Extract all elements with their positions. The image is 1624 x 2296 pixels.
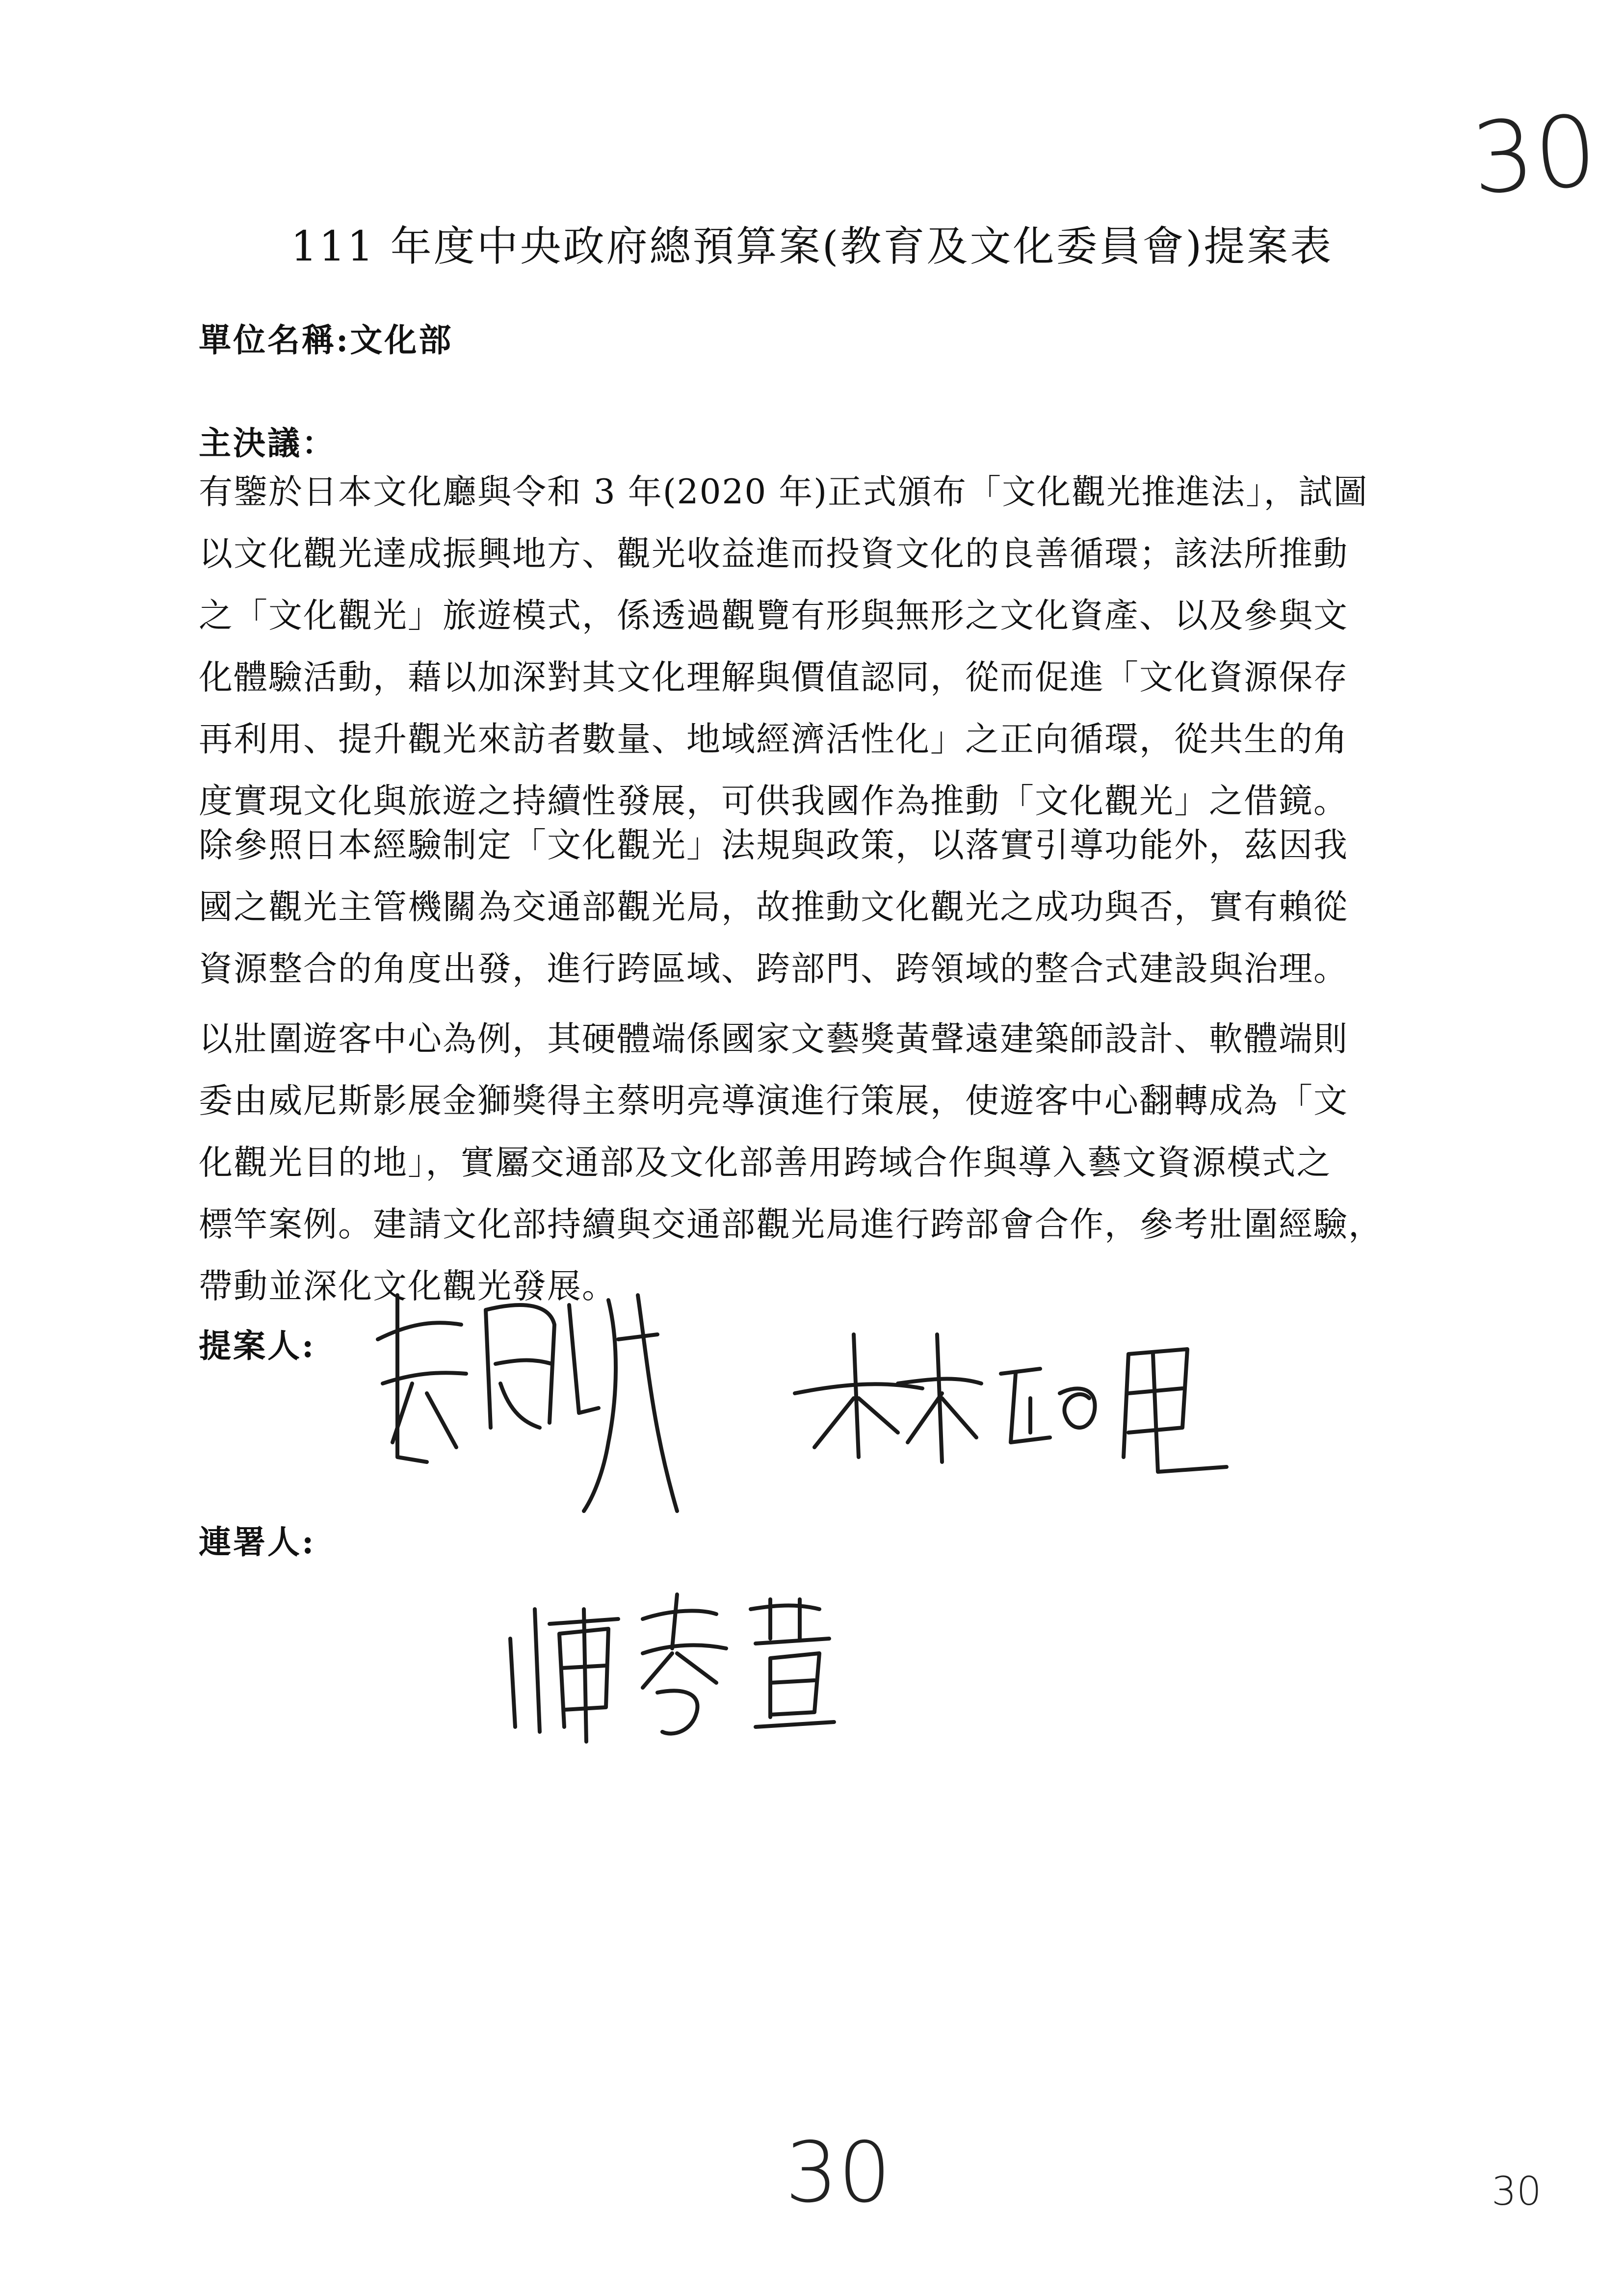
- paragraph-line: 以文化觀光達成振興地方、觀光收益進而投資文化的良善循環；該法所推動: [199, 534, 1348, 574]
- signature-proposer-2: [785, 1315, 1256, 1491]
- paragraph-2: [199, 814, 1494, 1000]
- paragraph-line: 度實現文化與旅遊之持續性發展，可供我國作為推動「文化觀光」之借鏡。: [199, 782, 1348, 821]
- cosigner-label: 連署人:: [199, 1523, 316, 1561]
- signature-cosigner: [496, 1580, 859, 1747]
- paragraph-line: 除參照日本經驗制定「文化觀光」法規與政策，以落實引導功能外，茲因我: [199, 826, 1348, 865]
- proposer-label: 提案人:: [199, 1327, 316, 1365]
- signature-proposer-1: [363, 1266, 716, 1540]
- unit-name: [199, 314, 453, 361]
- paragraph-line: 再利用、提升觀光來訪者數量、地域經濟活性化」之正向循環，從共生的角: [199, 720, 1348, 759]
- paragraph-line: 化體驗活動，藉以加深對其文化理解與價值認同，從而促進「文化資源保存: [199, 658, 1348, 697]
- paragraph-line: 之「文化觀光」旅遊模式，係透過觀覽有形與無形之文化資產、以及參與文: [199, 596, 1348, 635]
- paragraph-1: [199, 461, 1494, 832]
- unit-value: 文化部: [350, 321, 453, 359]
- paragraph-line: 化觀光目的地」，實屬交通部及文化部善用跨域合作與導入藝文資源模式之: [199, 1143, 1332, 1182]
- page-number-bottom-right: 30: [1492, 2168, 1542, 2214]
- paragraph-line: 以壯圍遊客中心為例，其硬體端係國家文藝獎黃聲遠建築師設計、軟體端則: [199, 1019, 1348, 1059]
- paragraph-line: 有鑒於日本文化廳與令和 3 年(2020 年)正式頒布「文化觀光推進法」，試圖: [199, 472, 1368, 512]
- paragraph-line: 國之觀光主管機關為交通部觀光局，故推動文化觀光之成功與否，實有賴從: [199, 887, 1348, 927]
- paragraph-line: 帶動並深化文化觀光發展。: [199, 1267, 617, 1306]
- page-number-top-right: 30: [1468, 94, 1601, 217]
- paragraph-line: 標竿案例。建請文化部持續與交通部觀光局進行跨部會合作，參考壯圍經驗，: [199, 1205, 1383, 1244]
- paragraph-line: 資源整合的角度出發，進行跨區域、跨部門、跨領域的整合式建設與治理。: [199, 949, 1348, 989]
- unit-label: 單位名稱:: [199, 321, 350, 359]
- page-number-bottom-center: 30: [785, 2124, 891, 2221]
- resolution-label: 主決議：: [199, 424, 336, 462]
- document-title: 111 年度中央政府總預算案(教育及文化委員會)提案表: [290, 222, 1334, 270]
- paragraph-line: 委由威尼斯影展金獅獎得主蔡明亮導演進行策展，使遊客中心翻轉成為「文: [199, 1081, 1348, 1121]
